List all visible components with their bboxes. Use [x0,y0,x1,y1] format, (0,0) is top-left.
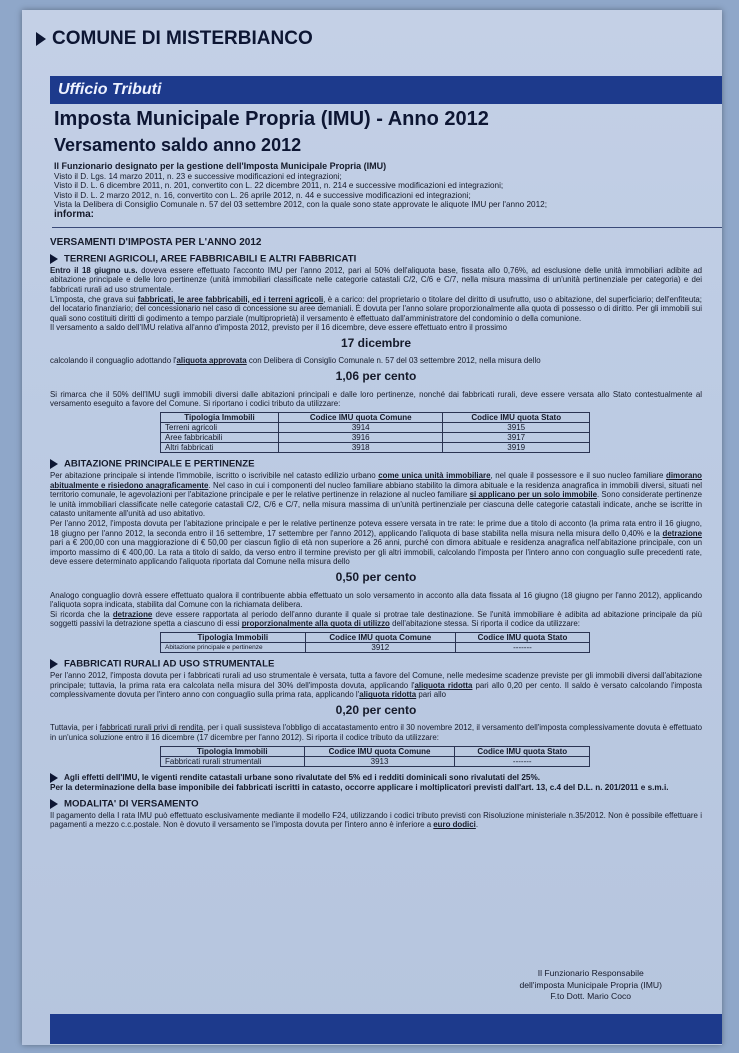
terreni-title: TERRENI AGRICOLI, AREE FABBRICABILI E ALTRI FABBRICATI [50,254,702,264]
rurali-rate: 0,20 per cento [335,702,417,717]
visto-line: Vista la Delibera di Consiglio Comunale n. 57 del 03 settembre 2012, con la quale sono state approvate le aliquote IMU per l'anno 2012; [54,200,547,209]
abitazione-p2: Per l'anno 2012, l'imposta dovuta per l'abitazione principale e per le relative pertinenze poteva essere versata in tre rate: le prime due a titolo di acconto (la prima rata entro il 16 giugno, 18 giugno per l'anno 2012, la seconda entro il 16 settembre, 17 settembre per l'anno 2012), applicando l'aliquota di base stabilita nella misura nella misura dello 0,40% e la detrazione pari a € 200,00 con una maggiorazione di € 50,00 per ciascun figlio di età non superiore a 26 anni, purché con dimora abituale e residenza anagrafica nell'abitazione principale, con un importo massimo di € 400,00. La rata a titolo di saldo, da verso entro il termine previsto per gli altri immobili, calcolando l'imposta per l'intero anno con conguaglio sulle precedenti rate, deve essere determinato applicando l'aliquota riportata dal Comune nella misura dello [50,518,702,567]
table-row [161,642,590,652]
table-header: Tipologia Immobili [161,632,306,642]
terreni-deadline: 17 dicembre [340,335,412,350]
abitazione-rate: 0,50 per cento [335,569,417,584]
main-content [50,236,702,830]
arrow-bullet-icon [50,799,58,809]
arrow-bullet-icon [50,659,58,669]
table-cell: Terreni agricoli [161,422,279,432]
table-cell: Abitazione principale e pertinenze [161,642,306,652]
rivalutazione-note: Agli effetti dell'IMU, le vigenti rendite catastali urbane sono rivalutate del 5% ed i redditi dominicali sono rivalutati del 25%. Per la determinazione della base imponibile dei fabbricati iscritti in catasto, occorre applicare i moltiplicatori previsti dall'art. 13, c.4 del D.L. n. 201/2011 e s.m.i. [50,772,669,792]
signature-line: dell'imposta Municipale Propria (IMU) [519,979,662,990]
table-row [161,442,590,452]
signature-block [519,968,662,1003]
arrow-bullet-icon [50,254,58,264]
notice-sheet [22,10,722,1045]
table-header: Codice IMU quota Stato [455,746,590,756]
signature-line: F.to Dott. Mario Coco [550,991,632,1002]
table-cell: 3916 [279,432,443,442]
visto-line: Visto il D. L. 2 marzo 2012, n. 16, convertito con L. 26 aprile 2012, n. 44 e successive modificazioni ed integrazioni; [54,190,471,200]
table-cell: 3919 [443,442,590,452]
rurali-p2: Tuttavia, per i fabbricati rurali privi di rendita, per i quali sussisteva l'obbligo di accatastamento entro il 30 novembre 2012, il versamento dell'imposta complessivamente dovuta è effettuato in un'unica soluzione entro il 16 dicembre (17 dicembre per l'anno 2012). Si riporta il codice tributo da utilizzare: [50,723,702,742]
rurali-p1: Per l'anno 2012, l'imposta dovuta per i fabbricati rurali ad uso strumentale è versata, tutta a favore del Comune, nelle medesime scadenze previste per gli immobili diversi dall'abitazione principale; tuttavia, la prima rata era calcolata nella misura del 30% dell'imposta dovuta, applicando l'aliquota ridotta pari allo 0,20 per cento. Il saldo è versato calcolando l'imposta complessivamente dovuta per l'intero anno con conguaglio sulla prima rata, applicando l'aliquota ridotta pari allo [50,671,702,700]
terreni-codes-table [160,412,590,453]
terreni-p4: calcolando il conguaglio adottando l'aliquota approvata con Delibera di Consiglio Comunale n. 57 del 03 settembre 2012, nella misura dello [50,356,541,366]
terreni-p5: Si rimarca che il 50% dell'IMU sugli immobili diversi dalle abitazioni principali e dalle loro pertinenze, nonché dai fabbricati rurali, deve essere versata allo Stato contestualmente al versamento eseguito a favore del Comune. Si riportano i codici tributo da utilizzare: [50,389,702,409]
table-row [161,422,590,432]
modalita-title: MODALITA' DI VERSAMENTO [50,799,702,809]
abitazione-title: ABITAZIONE PRINCIPALE E PERTINENZE [50,459,702,469]
versamenti-title: VERSAMENTI D'IMPOSTA PER L'ANNO 2012 [50,237,262,248]
table-header: Codice IMU quota Comune [304,746,455,756]
visto-line: Visto il D. Lgs. 14 marzo 2011, n. 23 e successive modificazioni ed integrazioni; [54,171,342,181]
table-cell: 3914 [279,422,443,432]
table-header-row [161,412,590,422]
arrow-bullet-icon [36,32,46,46]
arrow-bullet-icon [50,459,58,469]
table-cell: 3918 [279,442,443,452]
page-title: Imposta Municipale Propria (IMU) - Anno 2012 [54,108,489,130]
abitazione-p1: Per abitazione principale si intende l'immobile, iscritto o iscrivibile nel catasto edilizio urbano come unica unità immobiliare, nel quale il possessore e il suo nucleo familiare dimorano abitualmente e risiedono anagraficamente. Nel caso in cui i componenti del nucleo familiare abbiano stabilito la dimora abituale e la residenza anagrafica in immobili diversi, situati nel territorio comunale, le agevolazioni per l'abitazione principale e per le relative pertinenze in relazione al nucleo familiare si applicano per un solo immobile. Sono considerate pertinenze le unità immobiliari classificate nelle categorie catastali C/2, C/6 e C/7, nella misura massima di un'unità pertinenziale per ciascuna delle categorie catastali indicate, anche se iscritte in catasto unitamente all'unità ad uso abitativo. [50,470,702,519]
preamble [54,162,664,219]
table-cell: Aree fabbricabili [161,432,279,442]
table-cell: 3913 [304,756,455,766]
terreni-p3: Il versamento a saldo dell'IMU relativa all'anno d'imposta 2012, previsto per il 16 dicembre, deve essere effettuato entro il prossimo [50,323,508,333]
abitazione-p3: Analogo conguaglio dovrà essere effettuato qualora il contribuente abbia effettuato un solo versamento in acconto alla data fissata al 16 giugno (18 giugno per l'anno 2012), applicando l'aliquota sopra indicata, stabilita dal Comune con la richiamata delibera. [50,590,702,610]
divider [52,227,722,228]
visto-line: Visto il D. L. 6 dicembre 2011, n. 201, convertito con L. 22 dicembre 2011, n. 214 e successive modificazioni ed integrazioni; [54,181,504,190]
abitazione-p4: Si ricorda che la detrazione deve essere rapportata al periodo dell'anno durante il quale si protrae tale destinazione. Se l'unità immobiliare è adibita ad abitazione principale da più soggetti passivi la detrazione spetta a ciascuno di essi proporzionalmente alla quota di utilizzo dell'abitazione stessa. Si riporta il codice da utilizzare: [50,609,702,629]
signature-line: Il Funzionario Responsabile [537,968,644,978]
table-header: Codice IMU quota Comune [305,632,455,642]
terreni-rate: 1,06 per cento [335,369,417,384]
comune-header [36,28,313,50]
table-cell: ------- [455,642,589,652]
table-cell: ------- [455,756,590,766]
rurali-title: FABBRICATI RURALI AD USO STRUMENTALE [50,659,702,669]
table-cell: 3917 [443,432,590,442]
table-header: Codice IMU quota Comune [279,412,443,422]
table-cell: 3912 [305,642,455,652]
informa-label: informa: [54,208,94,220]
preamble-lead: Il Funzionario designato per la gestione dell'Imposta Municipale Propria (IMU) [54,161,387,171]
table-cell: 3915 [443,422,590,432]
abitazione-codes-table [160,632,590,653]
table-cell: Fabbricati rurali strumentali [161,756,305,766]
bottom-banner [50,1014,722,1044]
arrow-bullet-icon [50,773,58,783]
table-header: Tipologia Immobili [161,746,305,756]
table-header-row [161,632,590,642]
modalita-p1: Il pagamento della I rata IMU può effettuato esclusivamente mediante il modello F24, utilizzando i codici tributo previsti con Risoluzione ministeriale n.35/2012. Non è possibile effettuare i pagamenti a mezzo c.c.postale. Non è dovuto il versamento se l'imposta dovuta per l'intero anno è inferiore a euro dodici. [50,810,702,830]
comune-name: COMUNE DI MISTERBIANCO [52,28,313,49]
ufficio-banner: Ufficio Tributi [50,76,722,104]
table-row [161,756,590,766]
rurali-codes-table [160,746,590,767]
table-header: Tipologia Immobili [161,412,279,422]
table-cell: Altri fabbricati [161,442,279,452]
table-header: Codice IMU quota Stato [455,632,589,642]
terreni-p1: Entro il 18 giugno u.s. doveva essere effettuato l'acconto IMU per l'anno 2012, pari al 50% dell'aliquota base, fissata allo 0,76%, ad esclusione delle unità immobiliari adibite ad abitazione principale e delle loro pertinenze (unità immobiliari classificate nelle categorie catastali C/2, C/6 e C/7, nella misura massima di un'unità pertinenziale per categoria) e dei fabbricati rurali ad uso strumentale. [50,265,703,294]
page-subtitle: Versamento saldo anno 2012 [54,135,302,155]
table-row [161,432,590,442]
terreni-p2: L'imposta, che grava sui fabbricati, le aree fabbricabili, ed i terreni agricoli, è a carico: del proprietario o titolare del diritto di usufrutto, uso o abitazione, del superficiario; dell'enfiteuta; del locatario finanziario; del concessionario nel caso di concessione su aree demaniali. È dovuta per l'anno solare proporzionalmente alla quota di possesso o di diritto. Per gli immobili sui quali sono costituiti diritti di godimento a tempo parziale (multiproprietà) il versamento è effettuato dall'amministratore del condominio o della comunione. [50,294,702,323]
table-header: Codice IMU quota Stato [443,412,590,422]
table-header-row [161,746,590,756]
